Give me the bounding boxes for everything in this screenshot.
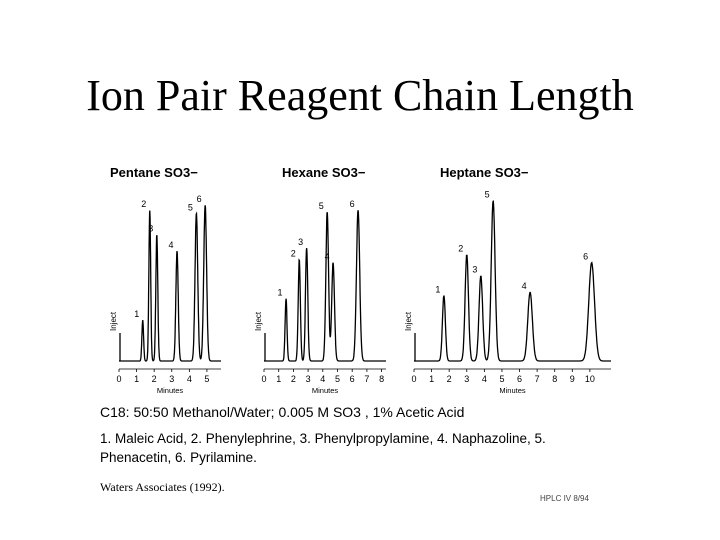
x-tick-label: 1 xyxy=(276,374,282,384)
slide-title: Ion Pair Reagent Chain Length xyxy=(86,71,634,120)
x-tick-label: 9 xyxy=(569,374,575,384)
x-tick-label: 5 xyxy=(499,374,505,384)
peak-label: 3 xyxy=(472,264,478,275)
x-tick-label: 3 xyxy=(305,374,311,384)
corner-note: HPLC IV 8/94 xyxy=(540,494,589,503)
x-tick-label: 1 xyxy=(134,374,140,384)
peak-label: 2 xyxy=(290,248,296,259)
x-tick-label: 0 xyxy=(411,374,417,384)
chromatogram-pentane xyxy=(105,165,225,395)
chromatogram-plot xyxy=(400,165,615,395)
x-tick-label: 7 xyxy=(364,374,370,384)
peak-label: 2 xyxy=(458,243,464,254)
peak-label: 5 xyxy=(187,202,193,213)
chromatogram-trace xyxy=(414,201,611,361)
peak-label: 6 xyxy=(349,199,355,210)
x-tick-label: 8 xyxy=(379,374,385,384)
peak-label: 6 xyxy=(583,251,589,262)
x-tick-label: 2 xyxy=(446,374,452,384)
chromatogram-trace xyxy=(119,205,221,361)
peak-label: 3 xyxy=(148,223,154,234)
x-tick-label: 4 xyxy=(320,374,326,384)
inject-label: Inject xyxy=(404,311,413,331)
chromatogram-plot xyxy=(105,165,225,395)
x-tick-label: 1 xyxy=(429,374,435,384)
x-tick-label: 4 xyxy=(186,374,192,384)
x-tick-label: 6 xyxy=(349,374,355,384)
peak-label: 4 xyxy=(324,251,330,262)
chart-title: Heptane SO3− xyxy=(440,165,529,180)
chromatogram-trace xyxy=(264,210,386,361)
chart-title: Pentane SO3− xyxy=(110,165,198,180)
peak-label: 1 xyxy=(134,309,140,319)
x-tick-label: 6 xyxy=(517,374,523,384)
x-axis-label: Minutes xyxy=(156,386,184,395)
peak-identification-legend: 1. Maleic Acid, 2. Phenylephrine, 3. Phenylpropylamine, 4. Naphazoline, 5. Phenacetin, 6. Pyrilamine. xyxy=(100,431,546,465)
x-tick-label: 8 xyxy=(552,374,558,384)
chromatography-conditions: C18: 50:50 Methanol/Water; 0.005 M SO3 , 1% Acetic Acid xyxy=(100,404,465,420)
peak-label: 5 xyxy=(484,189,490,200)
chromatogram-hexane xyxy=(250,165,390,395)
chromatogram-plot xyxy=(250,165,390,395)
x-tick-label: 0 xyxy=(116,374,122,384)
x-tick-label: 3 xyxy=(169,374,175,384)
x-tick-label: 0 xyxy=(261,374,267,384)
x-tick-label: 2 xyxy=(151,374,157,384)
x-axis-label: Minutes xyxy=(311,386,339,395)
inject-label: Inject xyxy=(254,311,263,331)
peak-label: 2 xyxy=(141,199,147,210)
peak-label: 3 xyxy=(298,236,304,247)
chart-title: Hexane SO3− xyxy=(282,165,366,180)
chromatogram-heptane xyxy=(400,165,615,395)
peak-label: 4 xyxy=(521,281,527,292)
x-tick-label: 5 xyxy=(204,374,210,384)
x-tick-label: 3 xyxy=(464,374,470,384)
x-tick-label: 2 xyxy=(290,374,296,384)
x-axis-label: Minutes xyxy=(499,386,526,395)
peak-label: 5 xyxy=(318,200,324,211)
x-tick-label: 4 xyxy=(481,374,487,384)
source-citation: Waters Associates (1992). xyxy=(100,480,225,494)
x-tick-label: 5 xyxy=(334,374,341,384)
x-tick-label: 10 xyxy=(584,374,595,384)
x-tick-label: 7 xyxy=(534,374,540,384)
peak-label: 4 xyxy=(168,240,174,251)
peak-label: 6 xyxy=(196,194,202,205)
inject-label: Inject xyxy=(109,311,118,331)
peak-label: 1 xyxy=(277,287,283,298)
peak-label: 1 xyxy=(435,284,441,295)
